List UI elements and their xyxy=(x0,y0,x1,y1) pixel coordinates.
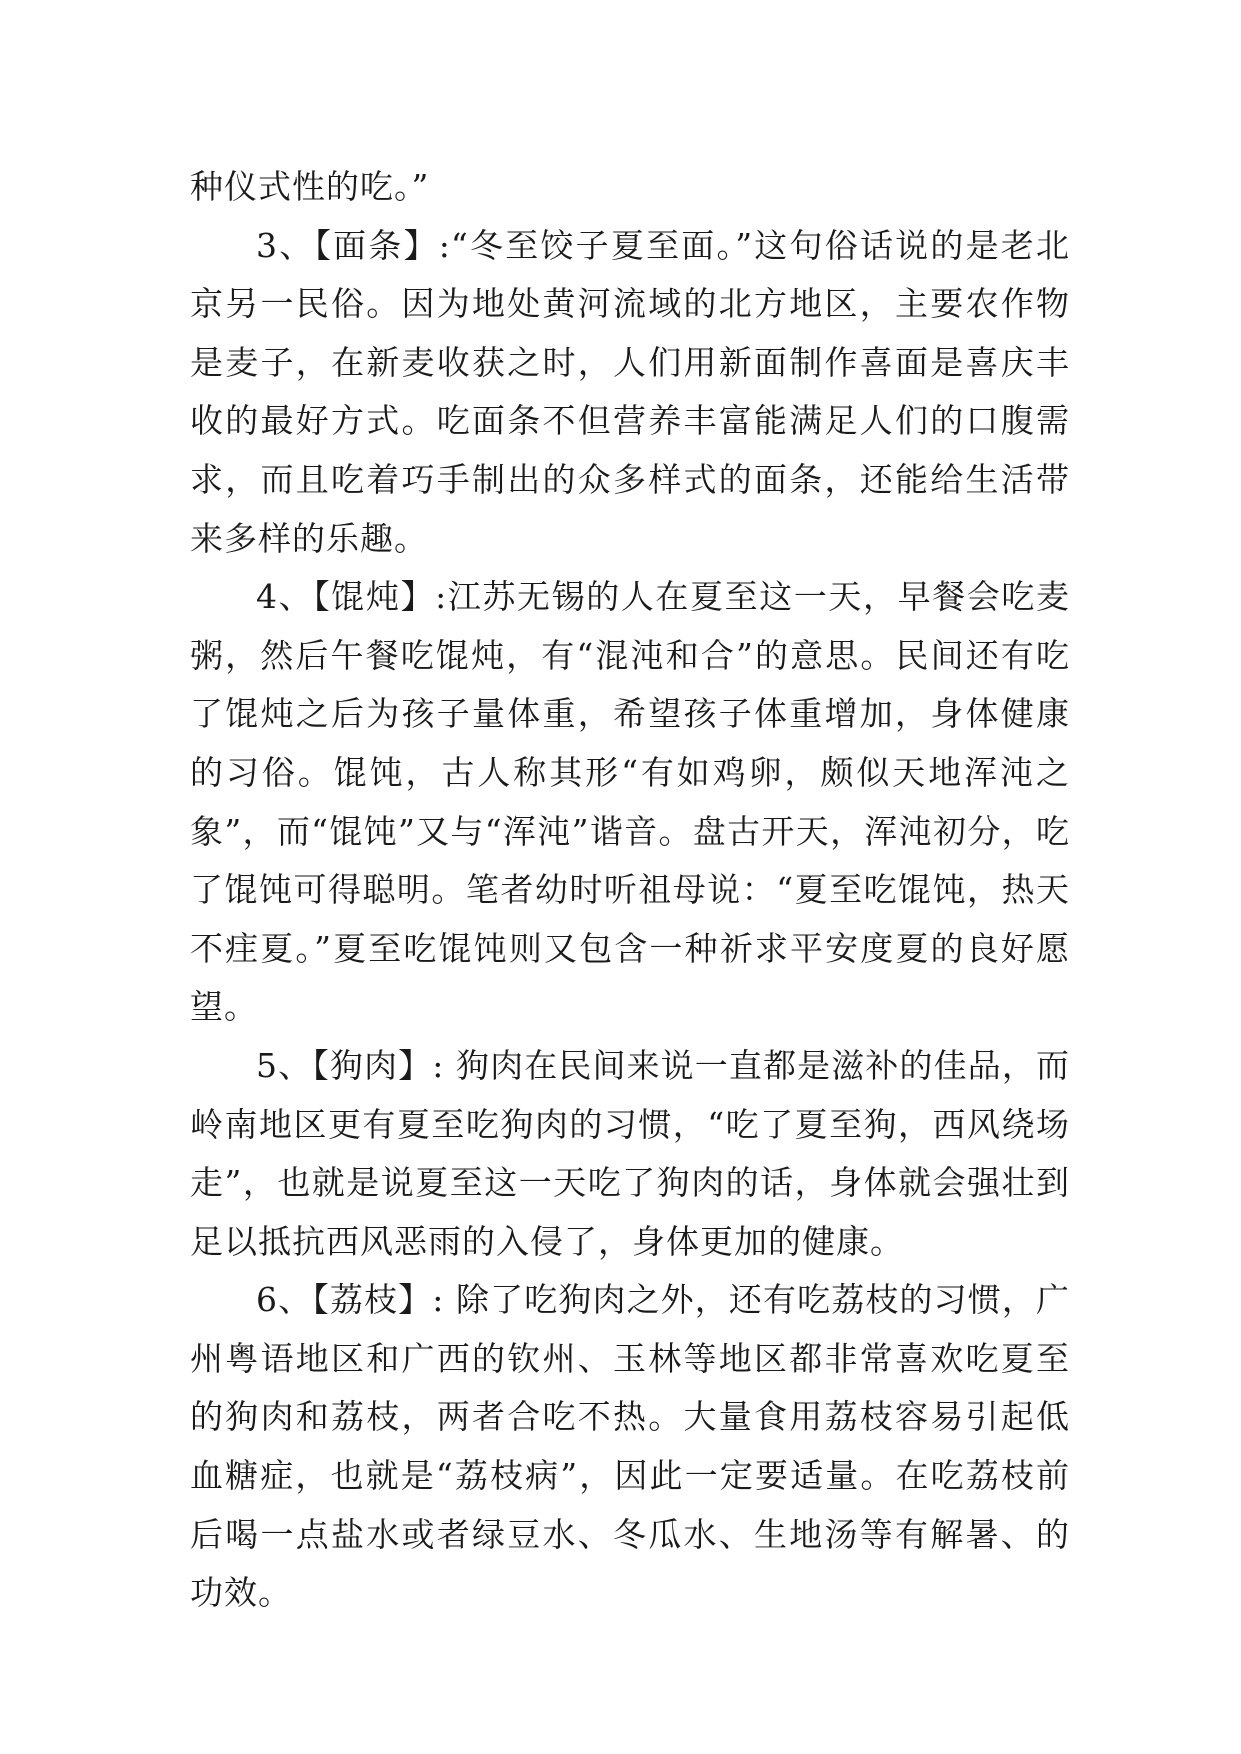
item-number: 6、 xyxy=(256,1280,313,1320)
paragraph-continuation xyxy=(190,158,1070,217)
item-number: 3、 xyxy=(256,225,315,265)
item-heading: 【荔枝】 xyxy=(312,1280,433,1320)
paragraph-wonton xyxy=(190,568,1070,1037)
paragraph-text: : 除了吃狗肉之外，还有吃荔枝的习惯，广州粤语地区和广西的钦州、玉林等地区都非常喜欢吃夏至的狗肉和荔枝，两者合吃不热。大量食用荔枝容易引起低血糖症，也就是“荔枝病”，因此一定要适量。在吃荔枝前后喝一点盐水或者绿豆水、冬瓜水、生地汤等有解暑、的功效。 xyxy=(190,1280,1071,1613)
paragraph-text: 种仪式性的吃。” xyxy=(190,167,430,206)
item-number: 4、 xyxy=(256,577,314,617)
item-number: 5、 xyxy=(256,1045,313,1085)
document-body xyxy=(190,158,1070,1623)
paragraph-noodles xyxy=(190,217,1070,569)
paragraph-text: :“冬至饺子夏至面。”这句俗话说的是老北京另一民俗。因为地处黄河流域的北方地区，主要农作物是麦子，在新麦收获之时，人们用新面制作喜面是喜庆丰收的最好方式。吃面条不但营养丰富能满足人们的口腹需求，而且吃着巧手制出的众多样式的面条，还能给生活带来多样的乐趣。 xyxy=(190,225,1071,558)
paragraph-text: : 狗肉在民间来说一直都是滋补的佳品，而岭南地区更有夏至吃狗肉的习惯，“吃了夏至狗，西风绕场走”，也就是说夏至这一天吃了狗肉的话，身体就会强壮到足以抵抗西风恶雨的入侵了，身体更加的健康。 xyxy=(190,1045,1071,1261)
paragraph-dog-meat xyxy=(190,1037,1070,1271)
item-heading: 【馄炖】 xyxy=(313,577,436,617)
item-heading: 【面条】 xyxy=(314,225,439,265)
paragraph-text: :江苏无锡的人在夏至这一天，早餐会吃麦粥，然后午餐吃馄炖，有“混沌和合”的意思。民间还有吃了馄炖之后为孩子量体重，希望孩子体重增加，身体健康的习俗。馄饨，古人称其形“有如鸡卵，颇似天地浑沌之象”，而“馄饨”又与“浑沌”谐音。盘古开天，浑沌初分，吃了馄饨可得聪明。笔者幼时听祖母说：“夏至吃馄饨，热天不疰夏。”夏至吃馄饨则又包含一种祈求平安度夏的良好愿望。 xyxy=(190,577,1071,1027)
paragraph-lychee xyxy=(190,1271,1070,1623)
item-heading: 【狗肉】 xyxy=(312,1045,433,1085)
